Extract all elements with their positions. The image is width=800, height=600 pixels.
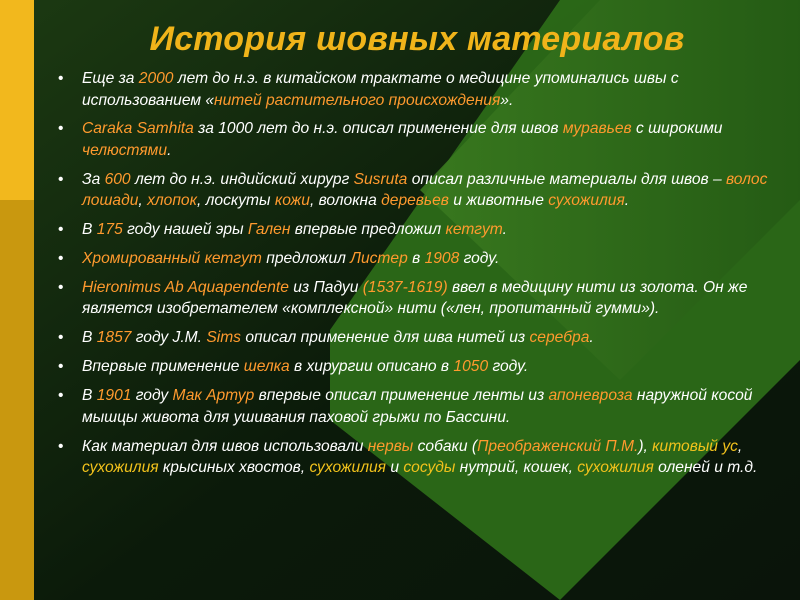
bullet-text: собаки (	[413, 437, 478, 455]
highlighted-text: апоневроза	[548, 387, 633, 405]
bullet-text: описал применение для шва нитей из	[240, 329, 530, 347]
highlighted-text: Sims	[206, 329, 241, 347]
bullet-text: году.	[488, 358, 529, 376]
highlighted-text: сухожилия	[577, 459, 654, 477]
highlighted-text: Caraka Samhita	[82, 120, 194, 138]
bullet-text: наружной косой мышцы живота для ушивания паховой грыжи по Бассини.	[82, 387, 753, 426]
bullet-text: , лоскуты	[196, 192, 275, 210]
highlighted-text: сосуды	[403, 459, 456, 477]
highlighted-text: 600	[104, 170, 131, 188]
bullet-text: , волокна	[309, 192, 382, 210]
bullet-item	[54, 385, 774, 428]
highlighted-text: серебра	[529, 329, 590, 347]
bullet-text: .	[624, 192, 630, 210]
bullet-text: с широкими	[631, 120, 723, 138]
bullet-text: нутрий, кошек,	[455, 459, 578, 477]
highlighted-text: сухожилия	[548, 192, 625, 210]
highlighted-text: кожи	[274, 192, 310, 210]
bullet-text: .	[589, 329, 594, 347]
bullet-text: ввел в медицину нити из золота. Он же является изобретателем «комплексной» нити («лен, пропитанный гумми»).	[82, 278, 748, 318]
bullet-text: году.	[459, 250, 500, 268]
bullet-text: В	[82, 387, 97, 405]
bullet-text: описал различные материалы для швов –	[407, 170, 726, 188]
highlighted-text: Гален	[247, 221, 291, 239]
bullet-text: Впервые применение	[82, 358, 244, 376]
bullet-text: ,	[138, 192, 148, 210]
highlighted-text: нитей растительного происхождения	[214, 91, 501, 109]
bullet-item	[54, 356, 774, 378]
highlighted-text: хлопок	[147, 192, 197, 210]
highlighted-text: деревьев	[381, 192, 449, 210]
highlighted-text: муравьев	[562, 120, 632, 138]
slide-title: История шовных материалов	[149, 20, 685, 58]
bullet-text: Как материал для швов использовали	[82, 437, 368, 455]
bullet-text: За	[82, 170, 105, 188]
bullet-text: и животные	[448, 192, 549, 210]
highlighted-text: Листер	[350, 250, 408, 268]
bullet-text: Еще за	[82, 70, 139, 87]
bullet-text: из Падуи	[288, 278, 363, 296]
bullet-item	[54, 118, 774, 161]
bullet-item	[54, 248, 774, 270]
highlighted-text: Мак Артур	[172, 387, 255, 405]
bullet-text: ».	[500, 91, 514, 109]
bullet-text: за 1000 лет до н.э. описал применение для швов	[193, 120, 563, 138]
bullet-text: оленей и т.д.	[653, 459, 758, 477]
bullet-text: году	[131, 387, 173, 405]
bullet-item	[54, 436, 774, 479]
highlighted-text: 1901	[96, 387, 132, 405]
highlighted-text: нервы	[367, 437, 414, 455]
highlighted-text: китовый ус	[652, 437, 738, 455]
bullet-item	[54, 68, 774, 111]
bullet-text: впервые описал применение ленты из	[254, 387, 549, 405]
highlighted-text: 1050	[453, 358, 489, 376]
bullet-text: в	[407, 250, 425, 268]
left-band-lower	[0, 200, 34, 600]
highlighted-text: Hieronimus Ab Aquapendente	[82, 278, 289, 296]
bullet-list	[54, 68, 774, 486]
highlighted-text: волос лошади	[82, 170, 768, 210]
bullet-text: ,	[737, 437, 743, 455]
bullet-item	[54, 277, 774, 320]
bullet-text: В	[82, 221, 97, 239]
bullet-text: в хирургии описано в	[289, 358, 454, 376]
bullet-text: году J.M.	[131, 329, 207, 347]
highlighted-text: сухожилия	[309, 459, 387, 477]
left-band	[0, 0, 34, 200]
bullet-item	[54, 169, 774, 212]
bullet-text: году нашей эры	[122, 221, 248, 239]
bullet-item	[54, 219, 774, 241]
bullet-text: .	[502, 221, 507, 239]
bullet-text: лет до н.э. в китайском трактате о медицине упоминались швы с использованием «	[82, 70, 679, 109]
highlighted-text: 1857	[96, 329, 132, 347]
highlighted-text: челюстями	[82, 141, 168, 159]
highlighted-text: Преображенский П.М.	[477, 437, 639, 455]
bullet-text: ),	[638, 437, 653, 455]
highlighted-text: (1537-1619)	[362, 278, 448, 296]
highlighted-text: Susruta	[353, 170, 408, 188]
highlighted-text: кетгут	[445, 221, 503, 239]
highlighted-text: сухожилия	[82, 459, 159, 477]
bullet-item	[54, 327, 774, 349]
highlighted-text: шелка	[243, 358, 290, 376]
bullet-text: В	[82, 329, 97, 347]
bullet-text: крысиных хвостов,	[158, 459, 310, 477]
bullet-text: .	[167, 141, 172, 159]
bullet-text: впервые предложил	[290, 221, 446, 239]
highlighted-text: 1908	[424, 250, 460, 268]
bullet-text: предложил	[261, 250, 351, 268]
highlighted-text: 175	[96, 221, 123, 239]
bullet-text: и	[386, 459, 404, 477]
highlighted-text: Хромированный кетгут	[82, 250, 262, 268]
highlighted-text: 2000	[138, 70, 174, 87]
bullet-text: лет до н.э. индийский хирург	[130, 170, 354, 188]
